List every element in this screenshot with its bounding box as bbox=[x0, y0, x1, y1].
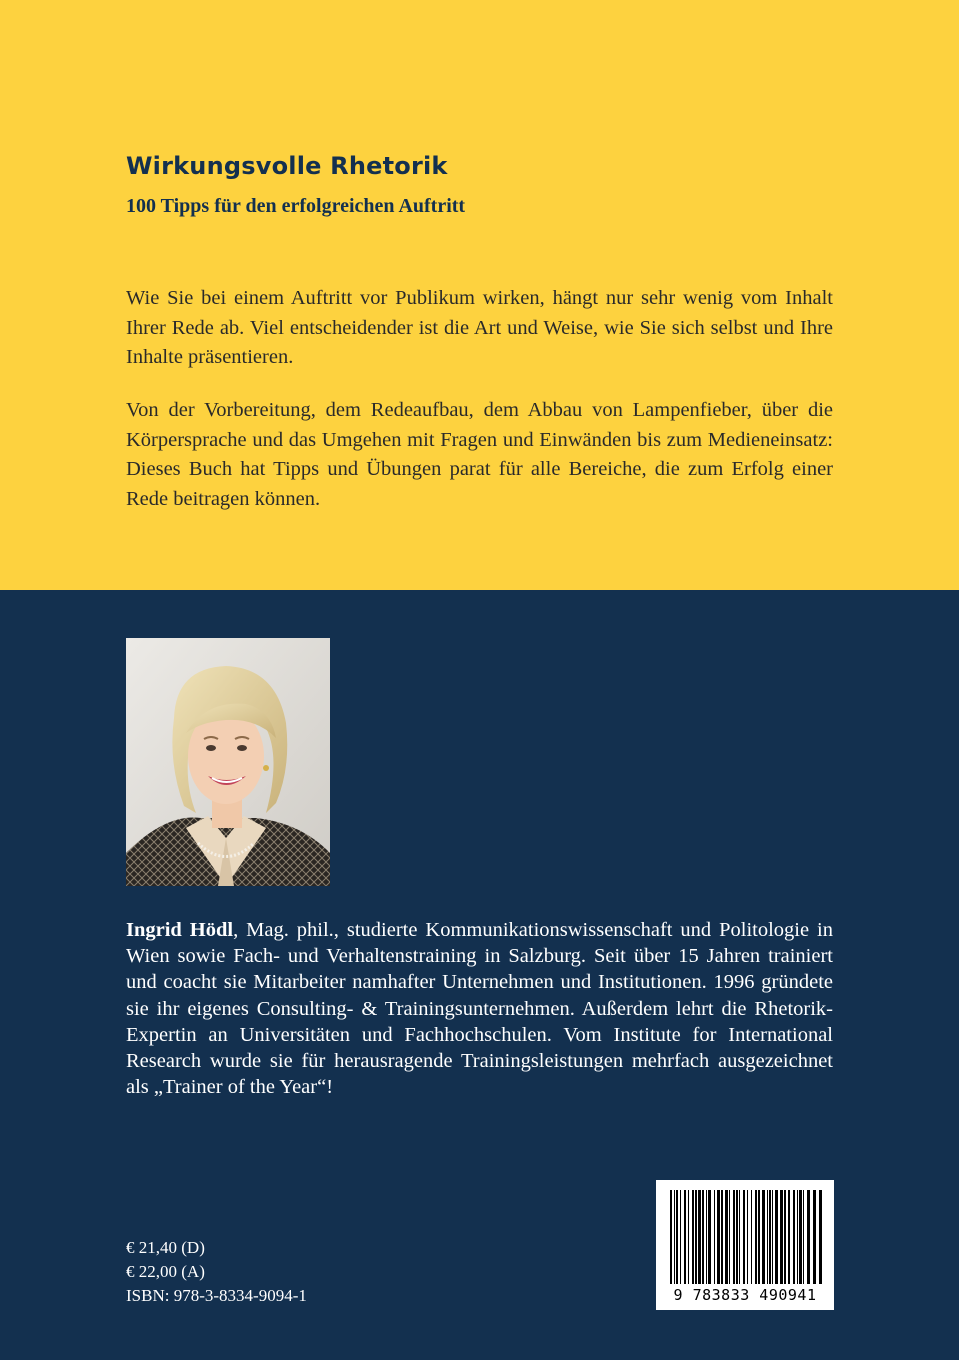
barcode-bar bbox=[743, 1190, 745, 1284]
barcode-bar bbox=[733, 1190, 735, 1284]
blurb-paragraph-2: Von der Vorbereitung, dem Redeaufbau, dem Abbau von Lampenfieber, über die Körpersprache und das Umgehen mit Fragen und Einwänden bis zum Medieneinsatz: Dieses Buch hat Tipps und Übungen parat für alle Bereiche, die zum Erfolg einer Rede beitragen können. bbox=[126, 399, 833, 510]
barcode-bar bbox=[684, 1190, 686, 1284]
barcode-bar bbox=[702, 1190, 704, 1284]
barcode-bar bbox=[736, 1190, 738, 1284]
barcode-bar bbox=[676, 1190, 678, 1284]
barcode-digits: 9 783833 490941 bbox=[673, 1286, 817, 1304]
barcode-bar bbox=[772, 1190, 773, 1284]
book-subtitle: 100 Tipps für den erfolgreichen Auftritt bbox=[126, 195, 466, 217]
barcode-bar bbox=[788, 1190, 790, 1284]
author-bio-text: , Mag. phil., studierte Kommunikationswissenschaft und Politologie in Wien sowie Fach- und Verhaltenstraining in Salzburg. Seit über 15 Jahren trainiert und coacht sie Mitarbeiter namhafter Unternehmen und Institutionen. 1996 gründete sie ihr eigenes Consulting- & Trainingsunternehmen. Außerdem lehrt die Rhetorik-Expertin an Universitäten und Fachhochschulen. Vom Institute for International Research wurde sie für herausragende Trainingsleistungen mehrfach ausgezeichnet als „Trainer of the Year“! bbox=[126, 919, 833, 1099]
barcode-bar bbox=[692, 1190, 694, 1284]
barcode-bar bbox=[775, 1190, 778, 1284]
barcode-bar bbox=[751, 1190, 752, 1284]
barcode-bar bbox=[799, 1190, 802, 1284]
barcode-bar bbox=[725, 1190, 728, 1284]
barcode-bar bbox=[670, 1190, 672, 1284]
price-austria: € 22,00 (A) bbox=[126, 1262, 205, 1281]
barcode-bar bbox=[688, 1190, 689, 1284]
barcode-bar bbox=[762, 1190, 765, 1284]
barcode-bar bbox=[729, 1190, 730, 1284]
barcode-bar bbox=[819, 1190, 822, 1284]
barcode-bar bbox=[784, 1190, 786, 1284]
author-name: Ingrid Hödl bbox=[126, 919, 234, 941]
barcode-bar bbox=[780, 1190, 783, 1284]
barcode-bar bbox=[747, 1190, 748, 1284]
barcode-bar bbox=[680, 1190, 681, 1284]
yellow-panel bbox=[0, 0, 959, 590]
barcode-bar bbox=[803, 1190, 804, 1284]
blurb-paragraph-1: Wie Sie bei einem Auftritt vor Publikum wirken, hängt nur sehr wenig vom Inhalt Ihrer Rede ab. Viel entscheidender ist die Art und Weise, wie Sie sich selbst und Ihre Inhalte präsentieren. bbox=[126, 287, 833, 368]
barcode-bar bbox=[695, 1190, 697, 1284]
barcode bbox=[656, 1180, 834, 1310]
barcode-bar bbox=[708, 1190, 711, 1284]
author-photo bbox=[126, 638, 330, 886]
barcode-bar bbox=[717, 1190, 720, 1284]
barcode-bar bbox=[674, 1190, 675, 1284]
barcode-bar bbox=[797, 1190, 798, 1284]
barcode-bar bbox=[807, 1190, 810, 1284]
barcode-bar bbox=[739, 1190, 740, 1284]
isbn-number: ISBN: 978-3-8334-9094-1 bbox=[126, 1286, 307, 1305]
barcode-bar bbox=[755, 1190, 757, 1284]
barcode-bar bbox=[769, 1190, 771, 1284]
barcode-bars bbox=[656, 1180, 834, 1288]
author-bio bbox=[126, 917, 833, 1100]
barcode-bar bbox=[813, 1190, 816, 1284]
barcode-bar bbox=[706, 1190, 707, 1284]
barcode-bar bbox=[793, 1190, 795, 1284]
book-title: Wirkungsvolle Rhetorik bbox=[126, 152, 448, 180]
barcode-bar bbox=[714, 1190, 715, 1284]
barcode-bar bbox=[758, 1190, 760, 1284]
barcode-bar bbox=[767, 1190, 768, 1284]
barcode-bar bbox=[698, 1190, 701, 1284]
price-germany: € 21,40 (D) bbox=[126, 1238, 205, 1257]
barcode-bar bbox=[721, 1190, 723, 1284]
